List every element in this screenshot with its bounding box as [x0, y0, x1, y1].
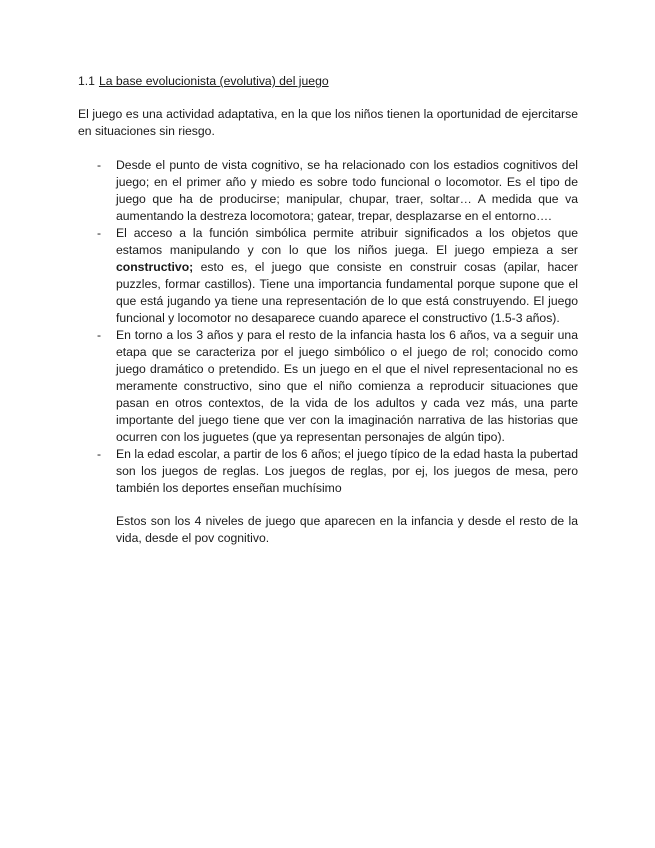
bullet-dash: -: [97, 158, 102, 172]
list-item-text-continued: esto es, el juego que consiste en construir cosas (apilar, hacer puzzles, formar castillos). Tiene una importancia fundamental porque supone que el que está jugando ya tiene una representación de lo que está construyendo. El juego funcional y locomotor no desaparece cuando aparece el constructivo (1.5-3 años).: [116, 260, 578, 325]
bullet-dash: -: [97, 328, 102, 342]
stages-list: [78, 157, 578, 497]
list-item: [78, 446, 578, 497]
list-item-text: En torno a los 3 años y para el resto de la infancia hasta los 6 años, va a seguir una etapa que se caracteriza por el juego simbólico o el juego de rol; conocido como juego dramático o pretendido. Es un juego en el que el nivel representacional no es meramente constructivo, sino que el niño comienza a reproducir situaciones que pasan en otros contextos, de la vida de los adultos y cada vez más, una parte importante del juego tiene que ver con la imaginación narrativa de las historias que ocurren con los juguetes (que ya representan personajes de algún tipo).: [116, 328, 578, 444]
section-heading: [78, 73, 578, 90]
document-page: [78, 73, 578, 547]
list-item-text: Desde el punto de vista cognitivo, se ha relacionado con los estadios cognitivos del juego; en el primer año y miedo es sobre todo funcional o locomotor. Es el tipo de juego que ha de producirse; manipular, chupar, traer, soltar… A medida que va aumentando la destreza locomotora; gatear, trepar, desplazarse en el entorno….: [116, 158, 578, 223]
section-title: La base evolucionista (evolutiva) del juego: [98, 74, 329, 88]
bullet-dash: -: [97, 447, 102, 461]
bold-term: constructivo;: [116, 260, 194, 274]
list-item-text: En la edad escolar, a partir de los 6 años; el juego típico de la edad hasta la pubertad son los juegos de reglas. Los juegos de reglas, por ej, los juegos de mesa, pero también los deportes enseñan muchísimo: [116, 447, 578, 495]
list-item-text: El acceso a la función simbólica permite atribuir significados a los objetos que estamos manipulando y con lo que los niños juega. El juego empieza a ser: [116, 226, 578, 257]
section-number: 1.1: [78, 74, 95, 88]
list-item: [78, 327, 578, 446]
intro-paragraph: El juego es una actividad adaptativa, en la que los niños tienen la oportunidad de ejercitarse en situaciones sin riesgo.: [78, 107, 578, 138]
list-item: [78, 225, 578, 327]
list-item: [78, 157, 578, 225]
closing-paragraph: Estos son los 4 niveles de juego que aparecen en la infancia y desde el resto de la vida, desde el pov cognitivo.: [116, 514, 578, 545]
bullet-dash: -: [97, 226, 102, 240]
